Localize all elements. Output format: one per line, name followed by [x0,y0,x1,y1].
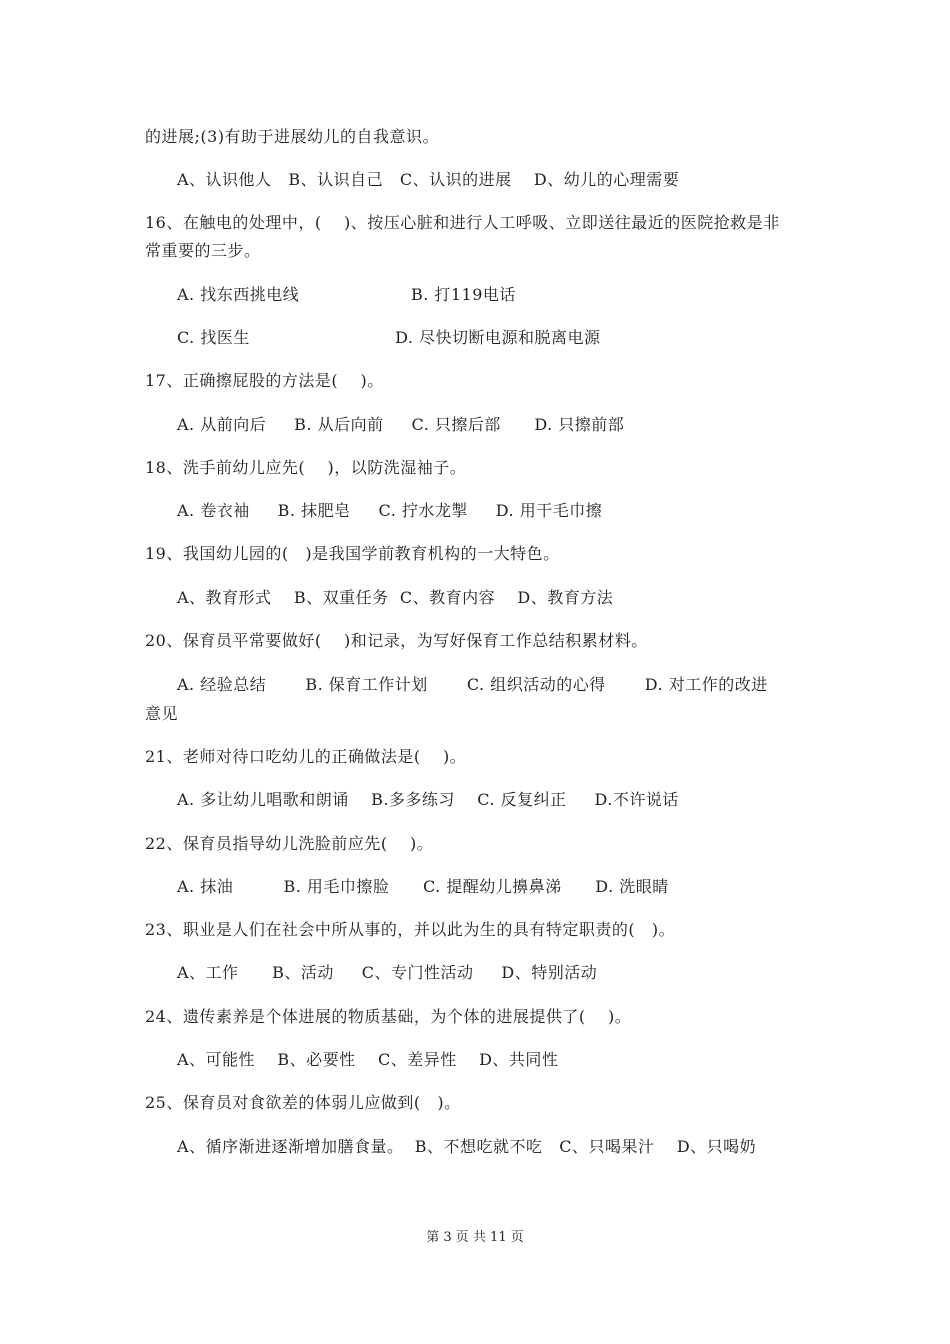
q20-stem: 20、保育员平常要做好( )和记录，为写好保育工作总结积累材料。 [145,631,648,650]
q25-options: A、循序渐进逐渐增加膳食量。 B、不想吃就不吃 C、只喝果汁 D、只喝奶 [177,1137,757,1156]
q19-options: A、教育形式 B、双重任务 C、教育内容 D、教育方法 [177,588,614,607]
text-line: 的进展;(3)有助于进展幼儿的自我意识。 [145,127,440,146]
q15-options: A、认识他人 B、认识自己 C、认识的进展 D、幼儿的心理需要 [177,170,680,189]
q24-options: A、可能性 B、必要性 C、差异性 D、共同性 [177,1050,559,1069]
q18-stem: 18、洗手前幼儿应先( )，以防洗湿袖子。 [145,458,467,477]
q23-stem: 23、职业是人们在社会中所从事的，并以此为生的具有特定职责的( )。 [145,920,676,939]
q16-stem-cont: 常重要的三步。 [145,241,261,260]
q21-stem: 21、老师对待口吃幼儿的正确做法是( )。 [145,747,467,766]
q22-options: A. 抹油 B. 用毛巾擦脸 C. 提醒幼儿擤鼻涕 D. 洗眼睛 [177,877,669,896]
q23-options: A、工作 B、活动 C、专门性活动 D、特别活动 [177,963,598,982]
q17-stem: 17、正确擦屁股的方法是( )。 [145,371,384,390]
q19-stem: 19、我国幼儿园的( )是我国学前教育机构的一大特色。 [145,544,560,563]
q17-options: A. 从前向后 B. 从后向前 C. 只擦后部 D. 只擦前部 [177,415,625,434]
q16-options-cd: C. 找医生 D. 尽快切断电源和脱离电源 [177,328,601,347]
q20-options: A. 经验总结 B. 保育工作计划 C. 组织活动的心得 D. 对工作的改进 [177,675,768,694]
q16-options-ab: A. 找东西挑电线 B. 打119电话 [177,285,516,304]
q16-stem: 16、在触电的处理中，( )、按压心脏和进行人工呼吸、立即送往最近的医院抢救是非 [145,213,780,232]
q24-stem: 24、遗传素养是个体进展的物质基础，为个体的进展提供了( )。 [145,1007,632,1026]
q21-options: A. 多让幼儿唱歌和朗诵 B.多多练习 C. 反复纠正 D.不许说话 [177,790,679,809]
page-footer: 第 3 页 共 11 页 [426,1230,524,1245]
q22-stem: 22、保育员指导幼儿洗脸前应先( )。 [145,834,434,853]
q20-options-cont: 意见 [145,704,179,723]
q25-stem: 25、保育员对食欲差的体弱儿应做到( )。 [145,1093,461,1112]
q18-options: A. 卷衣袖 B. 抹肥皂 C. 拧水龙掣 D. 用干毛巾擦 [177,501,603,520]
